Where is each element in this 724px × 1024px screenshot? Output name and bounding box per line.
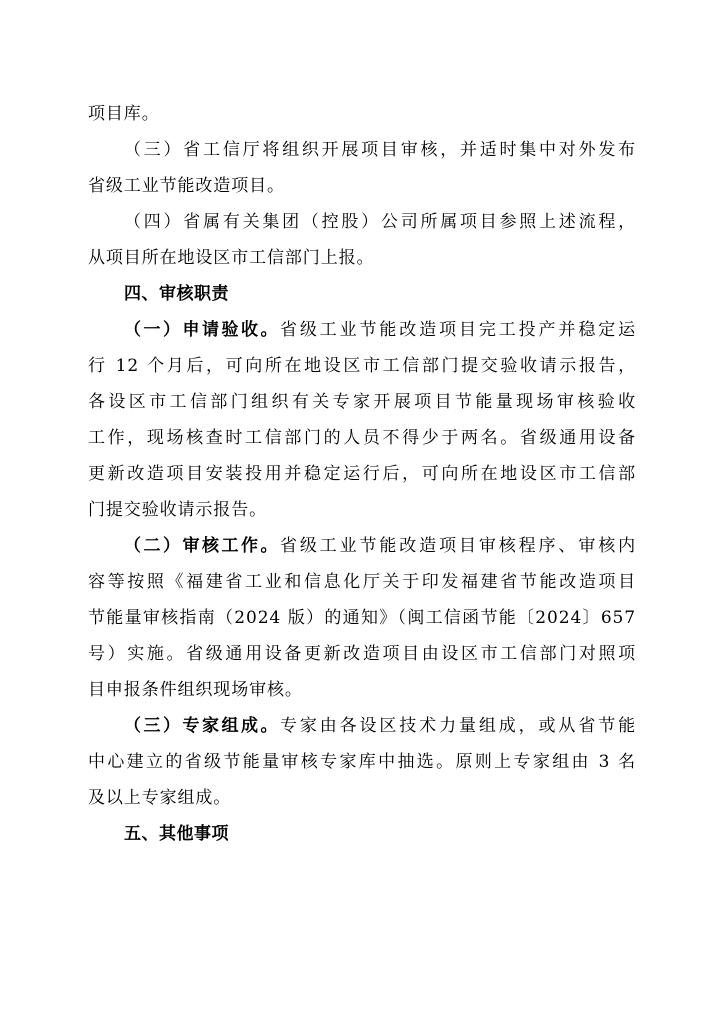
paragraph-line (88, 492, 636, 528)
line-text: 号）实施。省级通用设备更新改造项目由设区市工信部门对照项 (88, 644, 636, 664)
paragraph-line (88, 240, 636, 276)
paragraph-line (88, 132, 636, 168)
paragraph-line (88, 744, 636, 780)
line-text: 及以上专家组成。 (88, 788, 232, 808)
line-text: 专家由各设区技术力量组成，或从省节能 (279, 716, 636, 736)
paragraph-line (88, 600, 636, 636)
line-text: 更新改造项目安装投用并稳定运行后，可向所在地设区市工信部 (88, 464, 636, 484)
paragraph-line (88, 420, 636, 456)
line-text: 容等按照《福建省工业和信息化厅关于印发福建省节能改造项目 (88, 572, 636, 592)
subsection-lead: （一）申请验收。 (124, 320, 280, 340)
paragraph-line (88, 312, 636, 348)
line-text: 节能量审核指南（2024 版）的通知》（闽工信函节能〔2024〕657 (88, 608, 636, 628)
line-text: 省级工业节能改造项目审核程序、审核内 (279, 536, 636, 556)
line-text: 省级工业节能改造项目。 (88, 176, 285, 196)
line-text: 行 12 个月后，可向所在地设区市工信部门提交验收请示报告， (88, 356, 636, 376)
paragraph-line (88, 636, 636, 672)
line-text: 中心建立的省级节能量审核专家库中抽选。原则上专家组由 3 名 (88, 752, 636, 772)
section-heading-text: 五、其他事项 (124, 824, 229, 844)
section-heading (88, 816, 636, 852)
line-text: （三）省工信厅将组织开展项目审核，并适时集中对外发布 (124, 140, 636, 160)
line-text: 门提交验收请示报告。 (88, 500, 267, 520)
paragraph-line (88, 780, 636, 816)
paragraph-line (88, 708, 636, 744)
line-text: （四）省属有关集团（控股）公司所属项目参照上述流程， (124, 212, 636, 232)
line-text: 从项目所在地设区市工信部门上报。 (88, 248, 375, 268)
paragraph-line (88, 168, 636, 204)
paragraph-line (88, 348, 636, 384)
line-text: 项目库。 (88, 104, 160, 124)
subsection-lead: （三）专家组成。 (124, 716, 280, 736)
line-text: 工作，现场核查时工信部门的人员不得少于两名。省级通用设备 (88, 428, 636, 448)
paragraph-line (88, 456, 636, 492)
paragraph-line (88, 528, 636, 564)
paragraph-line (88, 384, 636, 420)
line-text: 目申报条件组织现场审核。 (88, 680, 303, 700)
subsection-lead: （二）审核工作。 (124, 536, 280, 556)
line-text: 各设区市工信部门组织有关专家开展项目节能量现场审核验收 (88, 392, 636, 412)
paragraph-line (88, 672, 636, 708)
paragraph-line (88, 204, 636, 240)
section-heading-text: 四、审核职责 (124, 284, 229, 304)
section-heading (88, 276, 636, 312)
paragraph-line (88, 564, 636, 600)
document-page (88, 96, 636, 852)
paragraph-line (88, 96, 636, 132)
line-text: 省级工业节能改造项目完工投产并稳定运 (279, 320, 636, 340)
